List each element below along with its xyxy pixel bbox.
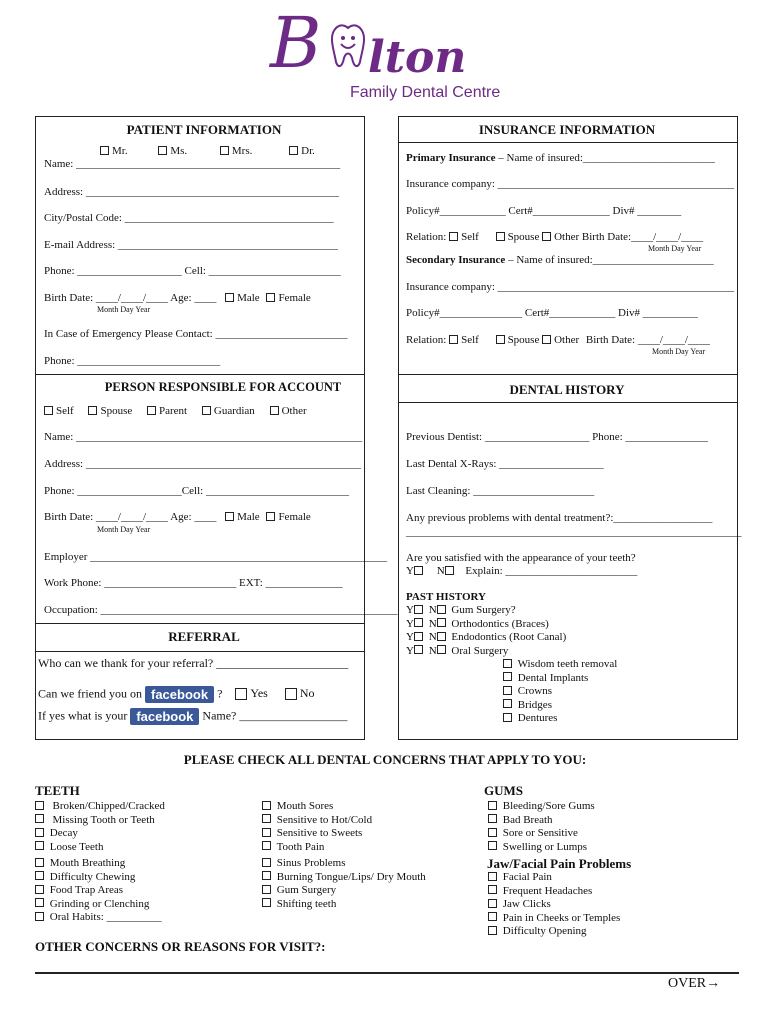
responsible-guardian-checkbox[interactable]: Guardian (202, 405, 255, 417)
gums-item[interactable]: Swelling or Lumps (488, 841, 595, 855)
patient-name-field[interactable]: Name: ________________________________________________ (44, 158, 341, 170)
gums-title: GUMS (484, 783, 523, 798)
salutation-options (100, 145, 315, 157)
dr-checkbox[interactable]: Dr. (289, 145, 315, 157)
divider (398, 374, 737, 375)
logo (270, 2, 520, 108)
teeth-list-b (35, 857, 162, 925)
previous-problems-line[interactable]: _____________________________________________________________ (406, 526, 742, 538)
responsible-male-checkbox[interactable]: Male (225, 511, 260, 523)
facebook-friend-row: Can we friend you on facebook ? Yes No (38, 686, 315, 702)
relation-1-other-checkbox[interactable]: Other (542, 231, 579, 243)
insurance-company-2-field[interactable]: Insurance company: ___________________________________________ (406, 281, 735, 293)
responsible-parent-checkbox[interactable]: Parent (147, 405, 187, 417)
satisfied-no-checkbox[interactable]: N (437, 565, 457, 577)
patient-birth-field[interactable]: Birth Date: ____/____/____ Age: ____ Male Female (44, 292, 311, 304)
past-history-list (406, 604, 566, 658)
patient-city-field[interactable]: City/Postal Code: ______________________________________ (44, 212, 334, 224)
responsible-options (44, 405, 307, 417)
primary-insurance-field[interactable]: Primary Insurance – Name of insured:________________________ (406, 152, 715, 164)
responsible-other-checkbox[interactable]: Other (270, 405, 307, 417)
satisfied-explain-field[interactable]: Explain: ________________________ (465, 565, 638, 577)
mr-checkbox[interactable]: Mr. (100, 145, 128, 157)
facebook-name-row[interactable]: If yes what is your facebook Name? __________________ (38, 708, 348, 724)
patient-info-title: PATIENT INFORMATION (126, 122, 282, 137)
concern-item[interactable]: Sensitive to Hot/Cold (262, 814, 372, 828)
divider (35, 651, 364, 652)
referral-thank-field[interactable]: Who can we thank for your referral? ______________________ (38, 656, 349, 670)
satisfied-question: Are you satisfied with the appearance of your teeth? (406, 552, 636, 564)
facebook-yes-checkbox[interactable]: Yes (235, 686, 267, 700)
patient-male-checkbox[interactable]: Male (225, 292, 260, 304)
gums-item[interactable]: Bleeding/Sore Gums (488, 800, 595, 814)
facebook-logo: facebook (130, 708, 199, 725)
mid-list-b (262, 857, 426, 911)
oral-surgery-item[interactable]: Bridges (503, 699, 617, 713)
insurance-info-title: INSURANCE INFORMATION (478, 122, 656, 137)
gums-item[interactable]: Bad Breath (488, 814, 595, 828)
gums-item[interactable]: Sore or Sensitive (488, 827, 595, 841)
satisfied-yes-checkbox[interactable]: Y (406, 565, 426, 577)
past-history-item[interactable]: Y N Orthodontics (Braces) (406, 617, 549, 630)
tooth-icon (328, 22, 368, 70)
relation-2-self-checkbox[interactable]: Self (449, 334, 479, 346)
jaw-item[interactable]: Pain in Cheeks or Temples (488, 912, 620, 926)
responsible-address-field[interactable]: Address: __________________________________________________ (44, 458, 361, 470)
relation-1-spouse-checkbox[interactable]: Spouse (496, 231, 540, 243)
previous-problems-field[interactable]: Any previous problems with dental treatment?:__________________ (406, 512, 713, 524)
oral-surgery-sublist (503, 658, 617, 726)
relation-2-other-checkbox[interactable]: Other (542, 334, 579, 346)
oral-surgery-item[interactable]: Crowns (503, 685, 617, 699)
past-history-item[interactable]: Y N Gum Surgery? (406, 604, 516, 616)
insurance-1-mdy-hint: Month Day Year (648, 244, 702, 253)
teeth-title: TEETH (35, 783, 80, 798)
concern-item[interactable]: Mouth Sores (262, 800, 372, 814)
jaw-item[interactable]: Jaw Clicks (488, 898, 620, 912)
patient-email-field[interactable]: E-mail Address: ________________________________________ (44, 239, 338, 251)
patient-address-field[interactable]: Address: ______________________________________________ (44, 186, 339, 198)
insurance-company-1-field[interactable]: Insurance company: ___________________________________________ (406, 178, 735, 190)
ms-checkbox[interactable]: Ms. (158, 145, 187, 157)
responsible-self-checkbox[interactable]: Self (44, 405, 74, 417)
responsible-spouse-checkbox[interactable]: Spouse (88, 405, 132, 417)
teeth-item[interactable]: Missing Tooth or Teeth (35, 814, 165, 828)
occupation-field[interactable]: Occupation: ______________________________________________________ (44, 604, 398, 616)
oral-surgery-item[interactable]: Dentures (503, 712, 617, 726)
responsible-name-field[interactable]: Name: ____________________________________________________ (44, 431, 363, 443)
teeth-item[interactable]: Difficulty Chewing (35, 871, 162, 885)
other-concerns-title: OTHER CONCERNS OR REASONS FOR VISIT?: (35, 939, 326, 954)
past-history-title: PAST HISTORY (406, 591, 487, 603)
divider (35, 623, 364, 624)
mid-list-a (262, 800, 372, 854)
jaw-item[interactable]: Frequent Headaches (488, 885, 620, 899)
emergency-phone-field[interactable]: Phone: __________________________ (44, 355, 221, 367)
other-concerns-line[interactable] (35, 972, 739, 974)
insurance-2-mdy-hint: Month Day Year (652, 347, 706, 356)
divider (398, 142, 737, 143)
last-xrays-field[interactable]: Last Dental X-Rays: ___________________ (406, 458, 604, 470)
concerns-title: PLEASE CHECK ALL DENTAL CONCERNS THAT APPLY TO YOU: (183, 752, 587, 767)
relation-2-spouse-checkbox[interactable]: Spouse (496, 334, 540, 346)
responsible-mdy-hint: Month Day Year (97, 525, 151, 534)
last-cleaning-field[interactable]: Last Cleaning: ______________________ (406, 485, 595, 497)
teeth-item[interactable]: Food Trap Areas (35, 884, 162, 898)
oral-surgery-item[interactable]: Wisdom teeth removal (503, 658, 617, 672)
employer-field[interactable]: Employer ______________________________________________________ (44, 551, 388, 563)
responsible-female-checkbox[interactable]: Female (266, 511, 310, 523)
work-phone-field[interactable]: Work Phone: ________________________ EXT: ______________ (44, 577, 343, 589)
relation-2-row: Relation: Self Spouse Other Birth Date: ____/____/____ (406, 334, 710, 346)
dental-history-title: DENTAL HISTORY (509, 382, 625, 397)
teeth-item[interactable]: Oral Habits: __________ (35, 911, 162, 925)
logo-name: lton (368, 32, 467, 83)
jaw-item[interactable]: Facial Pain (488, 871, 620, 885)
policy-2-field[interactable]: Policy#_______________ Cert#____________ Div# __________ (406, 307, 698, 319)
relation-1-self-checkbox[interactable]: Self (449, 231, 479, 243)
gums-list (488, 800, 595, 854)
insured-2-birth-field[interactable]: Birth Date: ____/____/____ (585, 334, 710, 346)
divider (398, 402, 737, 403)
left-section-box (35, 116, 365, 740)
insured-1-birth-field[interactable]: Birth Date:____/____/____ (581, 231, 704, 243)
over-indicator: OVER→ (668, 976, 721, 991)
patient-female-checkbox[interactable]: Female (266, 292, 310, 304)
teeth-item[interactable]: Broken/Chipped/Cracked (35, 800, 165, 814)
policy-1-field[interactable]: Policy#____________ Cert#______________ Div# ________ (406, 205, 682, 217)
jaw-item[interactable]: Difficulty Opening (488, 925, 620, 939)
satisfied-answer-row (406, 565, 637, 577)
divider (35, 374, 364, 375)
referral-title: REFERRAL (168, 629, 240, 644)
concern-item[interactable]: Shifting teeth (262, 898, 426, 912)
jaw-list (488, 871, 620, 939)
facebook-logo: facebook (145, 686, 214, 703)
past-history-item[interactable]: Y N Oral Surgery (406, 644, 509, 657)
teeth-item[interactable]: Loose Teeth (35, 841, 165, 855)
previous-dentist-field[interactable]: Previous Dentist: ___________________ Phone: _______________ (406, 431, 708, 443)
responsible-phone-field[interactable]: Phone: ___________________Cell: __________________________ (44, 485, 349, 497)
facebook-no-checkbox[interactable]: No (285, 686, 315, 700)
emergency-contact-field[interactable]: In Case of Emergency Please Contact: ________________________ (44, 328, 348, 340)
concern-item[interactable]: Tooth Pain (262, 841, 372, 855)
secondary-insurance-field[interactable]: Secondary Insurance – Name of insured:______________________ (406, 254, 714, 266)
teeth-item[interactable]: Decay (35, 827, 165, 841)
concern-item[interactable]: Sensitive to Sweets (262, 827, 372, 841)
logo-subtitle: Family Dental Centre (350, 84, 501, 101)
relation-1-row: Relation: Self Spouse Other Birth Date:____/____/____ (406, 231, 704, 243)
teeth-item[interactable]: Mouth Breathing (35, 857, 162, 871)
logo-letter-b: B (270, 2, 322, 84)
responsible-title: PERSON RESPONSIBLE FOR ACCOUNT (104, 380, 342, 394)
past-history-item[interactable]: Y N Endodontics (Root Canal) (406, 631, 567, 643)
concern-item[interactable]: Gum Surgery (262, 884, 426, 898)
concern-item[interactable]: Burning Tongue/Lips/ Dry Mouth (262, 871, 426, 885)
teeth-item[interactable]: Grinding or Clenching (35, 898, 162, 912)
concern-item[interactable]: Sinus Problems (262, 857, 426, 871)
patient-mdy-hint: Month Day Year (97, 305, 151, 314)
mrs-checkbox[interactable]: Mrs. (220, 145, 252, 157)
teeth-list-a (35, 800, 165, 854)
responsible-birth-field[interactable]: Birth Date: ____/____/____ Age: ____ Male Female (44, 511, 311, 523)
patient-phone-field[interactable]: Phone: ___________________ Cell: ________________________ (44, 265, 341, 277)
jaw-title: Jaw/Facial Pain Problems (487, 856, 632, 871)
oral-surgery-item[interactable]: Dental Implants (503, 672, 617, 686)
